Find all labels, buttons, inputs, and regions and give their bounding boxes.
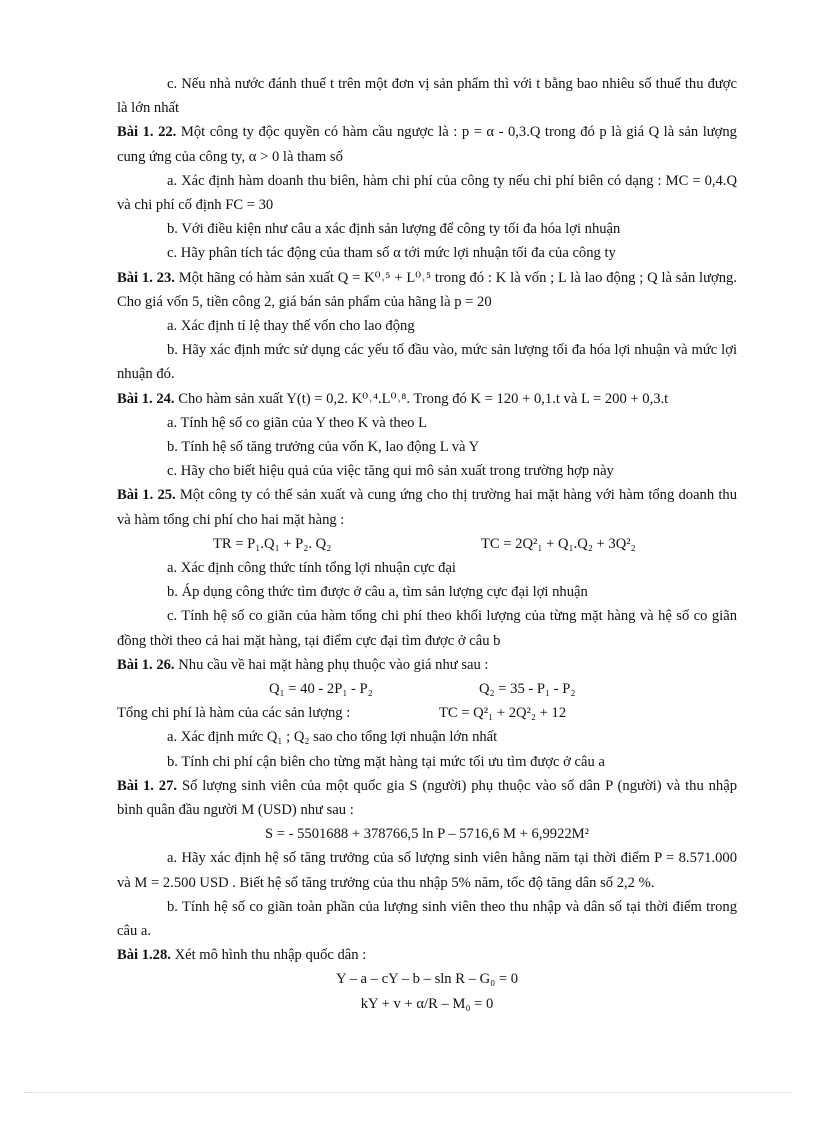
paragraph-1-21c: c. Nếu nhà nước đánh thuế t trên một đơn vị sản phẩm thì với t bằng bao nhiêu số thuế thu được là lớn nhất (117, 76, 737, 117)
exercise-label: Bài 1. 22. (117, 124, 177, 141)
exercise-1-28-equation-2: kY + v + α/R – M₀ = 0 (360, 995, 494, 1012)
exercise-1-26-a: a. Xác định mức Q₁ ; Q₂ sao cho tổng lợi nhuận lớn nhất (167, 729, 498, 746)
exercise-label: Bài 1.28. (117, 947, 171, 964)
exercise-label: Bài 1. 26. (117, 656, 175, 673)
tc-equation: TC = 2Q²₁ + Q₁.Q₂ + 3Q²₂ (481, 535, 636, 552)
exercise-1-22-b: b. Với điều kiện như câu a xác định sản lượng để công ty tối đa hóa lợi nhuận (167, 221, 621, 238)
exercise-1-25-c: c. Tính hệ số co giãn của hàm tổng chi phí theo khối lượng của từng mặt hàng và hệ số co giãn đồng thời theo cả hai mặt hàng, tại điểm cực đại tìm được ở câu b (117, 608, 737, 649)
exercise-1-24: Bài 1. 24. Cho hàm sản xuất Y(t) = 0,2. K⁰˒⁴.L⁰˒⁸. Trong đó K = 120 + 0,1.t và L = 200 + 0,3.t (117, 390, 669, 407)
exercise-1-23-a: a. Xác định tỉ lệ thay thế vốn cho lao động (167, 318, 415, 335)
exercise-1-25-b: b. Áp dụng công thức tìm được ở câu a, tìm sản lượng cực đại lợi nhuận (167, 584, 588, 601)
exercise-1-25-equations (117, 532, 737, 556)
exercise-1-23: Bài 1. 23. Một hãng có hàm sản xuất Q = K⁰˒⁵ + L⁰˒⁵ trong đó : K là vốn ; L là lao động ; Q là sản lượng. Cho giá vốn 5, tiền công 2, giá bán sản phẩm của hãng là p = 20 (117, 269, 737, 310)
exercise-1-24-c: c. Hãy cho biết hiệu quả của việc tăng qui mô sản xuất trong trường hợp này (167, 463, 614, 480)
exercise-1-24-b: b. Tính hệ số tăng trưởng của vốn K, lao động L và Y (167, 439, 480, 456)
tc-equation: TC = Q²₁ + 2Q²₂ + 12 (439, 705, 567, 722)
exercise-1-27-a: a. Hãy xác định hệ số tăng trưởng của số lượng sinh viên hằng năm tại thời điểm P = 8.571.000 và M = 2.500 USD . Biết hệ số tăng trưởng của thu nhập 5% năm, tốc độ tăng dân số 2,2 %. (117, 850, 737, 891)
exercise-label: Bài 1. 27. (117, 777, 178, 794)
exercise-1-26: Bài 1. 26. Nhu cầu về hai mặt hàng phụ thuộc vào giá như sau : (117, 656, 489, 673)
document-page (117, 72, 737, 1016)
exercise-1-23-b: b. Hãy xác định mức sử dụng các yếu tố đầu vào, mức sản lượng tối đa hóa lợi nhuận và mức lợi nhuận đó. (117, 342, 737, 383)
exercise-1-26-b: b. Tính chi phí cận biên cho từng mặt hàng tại mức tối ưu tìm được ở câu a (167, 753, 605, 770)
exercise-1-25-a: a. Xác định công thức tính tổng lợi nhuận cực đại (167, 560, 456, 577)
tr-equation: TR = P₁.Q₁ + P₂. Q₂ (213, 535, 332, 552)
exercise-1-26-total-cost: Tổng chi phí là hàm của các sản lượng : TC = Q²₁ + 2Q²₂ + 12 (117, 701, 737, 725)
exercise-1-27: Bài 1. 27. Số lượng sinh viên của một quốc gia S (người) phụ thuộc vào số dân P (người) và thu nhập bình quân đầu người M (USD) như sau : (117, 777, 738, 819)
exercise-1-22: Bài 1. 22. Một công ty độc quyền có hàm cầu ngược là : p = α - 0,3.Q trong đó p là giá Q là sản lượng cung ứng của công ty, α > 0 là tham số (117, 124, 737, 165)
exercise-1-27-b: b. Tính hệ số co giãn toàn phần của lượng sinh viên theo thu nhập và dân số tại thời điểm trong câu a. (117, 898, 737, 940)
exercise-1-26-demand-equations (117, 677, 737, 701)
exercise-label: Bài 1. 25. (117, 487, 176, 504)
q1-equation: Q₁ = 40 - 2P₁ - P₂ (269, 681, 373, 698)
exercise-1-22-c: c. Hãy phân tích tác động của tham số α tới mức lợi nhuận tối đa của công ty (167, 245, 616, 262)
q2-equation: Q₂ = 35 - P₁ - P₂ (479, 681, 576, 698)
exercise-label: Bài 1. 23. (117, 269, 175, 286)
exercise-label: Bài 1. 24. (117, 390, 175, 407)
exercise-1-24-a: a. Tính hệ số co giãn của Y theo K và theo L (167, 414, 428, 431)
exercise-1-27-equation: S = - 5501688 + 378766,5 ln P – 5716,6 M + 6,9922M² (264, 826, 590, 843)
page-footer-divider (24, 1092, 792, 1093)
exercise-1-28-equation-1: Y – a – cY – b – sln R – G₀ = 0 (335, 971, 519, 988)
exercise-1-22-a: a. Xác định hàm doanh thu biên, hàm chi phí của công ty nếu chi phí biên có dạng : MC = 0,4.Q và chi phí cố định FC = 30 (117, 172, 737, 214)
exercise-1-28: Bài 1.28. Xét mô hình thu nhập quốc dân : (117, 947, 367, 964)
exercise-1-25: Bài 1. 25. Một công ty có thể sản xuất và cung ứng cho thị trường hai mặt hàng với hàm tổng doanh thu và hàm tổng chi phí cho hai mặt hàng : (117, 487, 737, 528)
